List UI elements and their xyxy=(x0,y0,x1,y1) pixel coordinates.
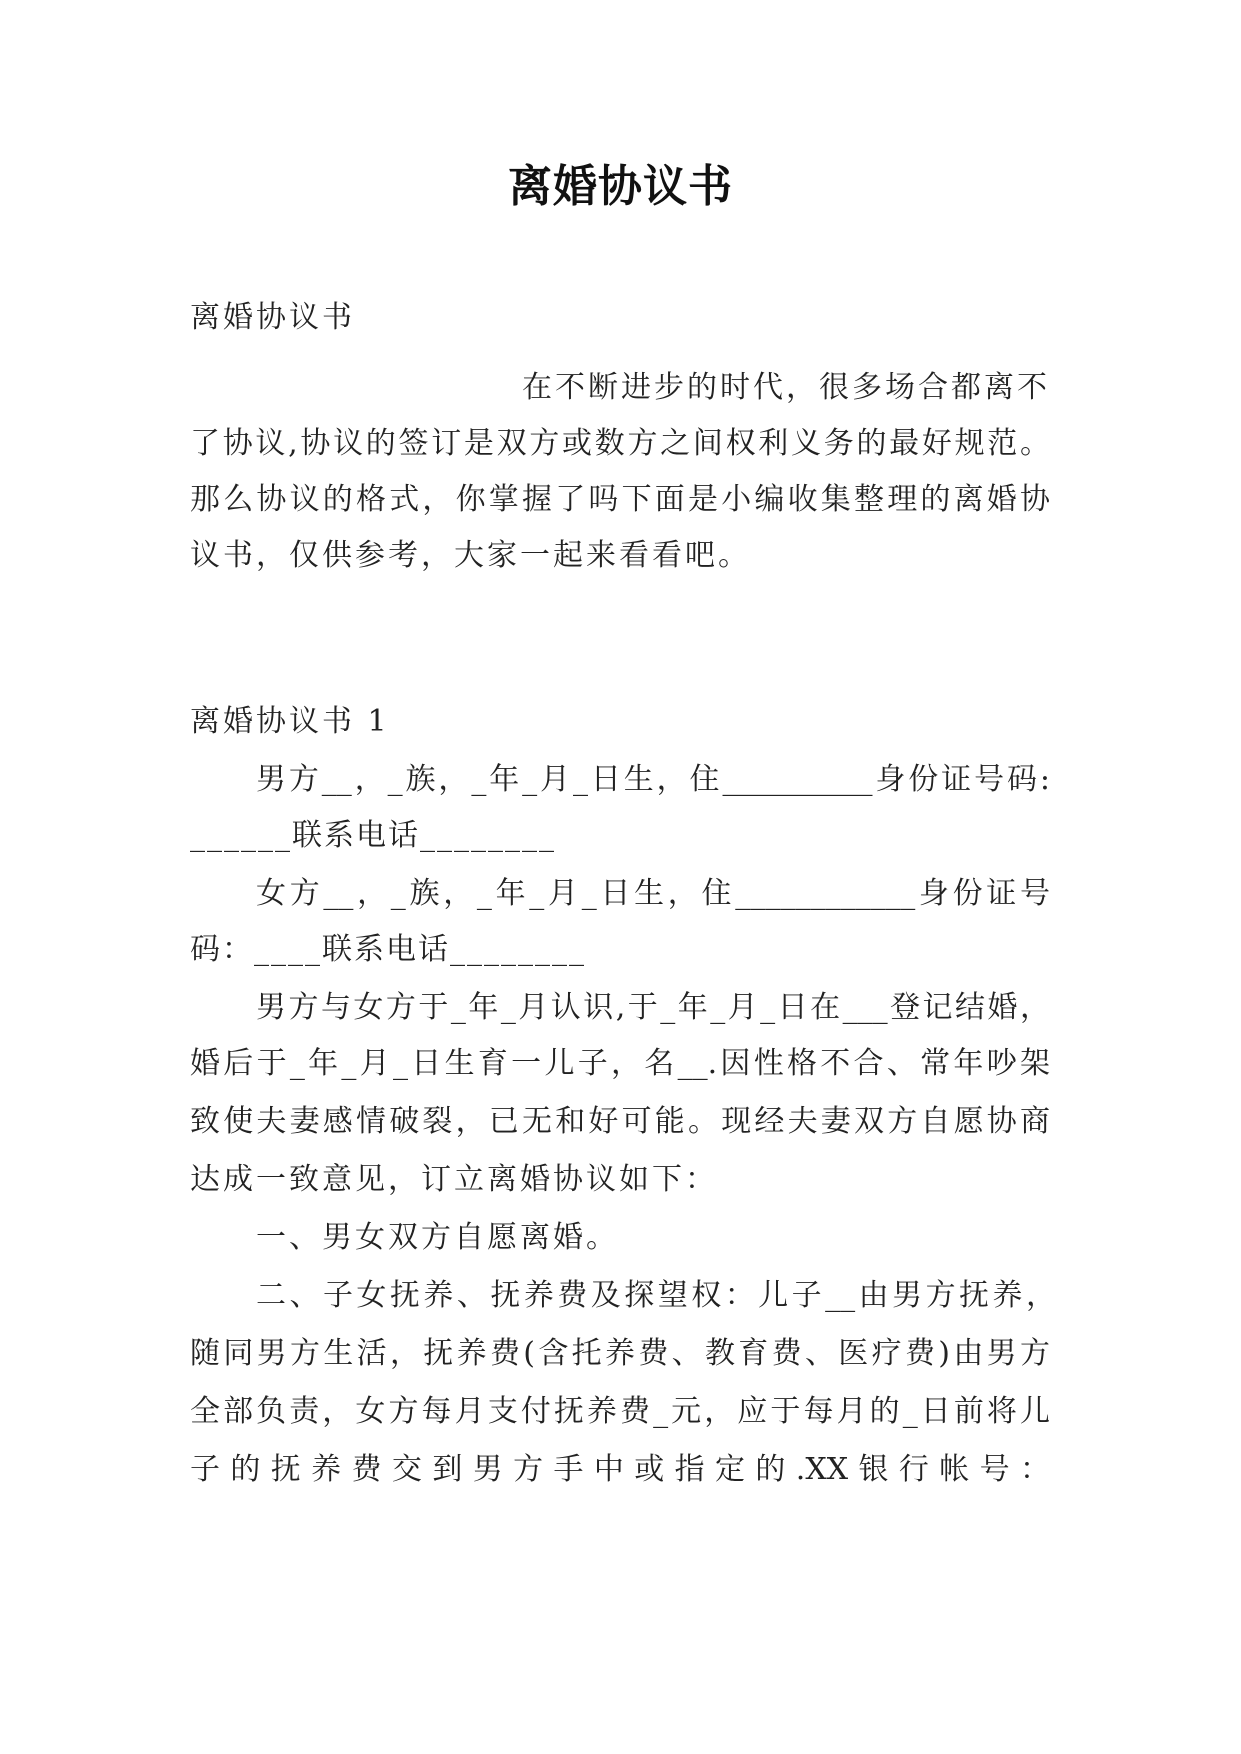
document-title: 离婚协议书 xyxy=(508,161,733,212)
body-line: 男方与女方于_年_月认识,于_年_月_日在___登记结婚， xyxy=(256,990,1050,1025)
intro-line: 议书，仅供参考，大家一起来看看吧。 xyxy=(190,538,751,573)
body-line: 致使夫妻感情破裂，已无和好可能。现经夫妻双方自愿协商 xyxy=(190,1104,1050,1139)
body-line: 码：____联系电话________ xyxy=(190,932,586,967)
body-line: 二、子女抚养、抚养费及探望权：儿子__由男方抚养， xyxy=(256,1278,1056,1313)
body-line: ______联系电话________ xyxy=(190,818,556,853)
body-line: 全部负责，女方每月支付抚养费_元，应于每月的_日前将儿 xyxy=(190,1394,1050,1429)
intro-line: 那么协议的格式，你掌握了吗下面是小编收集整理的离婚协 xyxy=(190,482,1050,517)
body-line: 婚后于_年_月_日生育一儿子，名__.因性格不合、常年吵架 xyxy=(190,1046,1050,1081)
document-subtitle: 离婚协议书 xyxy=(190,300,355,335)
intro-line: 了协议,协议的签订是双方或数方之间权利义务的最好规范。 xyxy=(190,426,1050,461)
body-line: 女方__，_族，_年_月_日生，住____________身份证号 xyxy=(256,876,1050,911)
body-line: 随同男方生活，抚养费(含托养费、教育费、医疗费)由男方 xyxy=(190,1336,1050,1371)
body-line: 男方__，_族，_年_月_日生，住__________身份证号码: xyxy=(256,762,1050,797)
section-title: 离婚协议书 1 xyxy=(190,704,390,739)
body-line: 一、男女双方自愿离婚。 xyxy=(256,1220,619,1255)
intro-line: 在不断进步的时代，很多场合都离不 xyxy=(522,370,1050,405)
body-line: 子的抚养费交到男方手中或指定的.XX银行帐号： xyxy=(190,1452,1050,1487)
body-line: 达成一致意见，订立离婚协议如下： xyxy=(190,1162,718,1197)
